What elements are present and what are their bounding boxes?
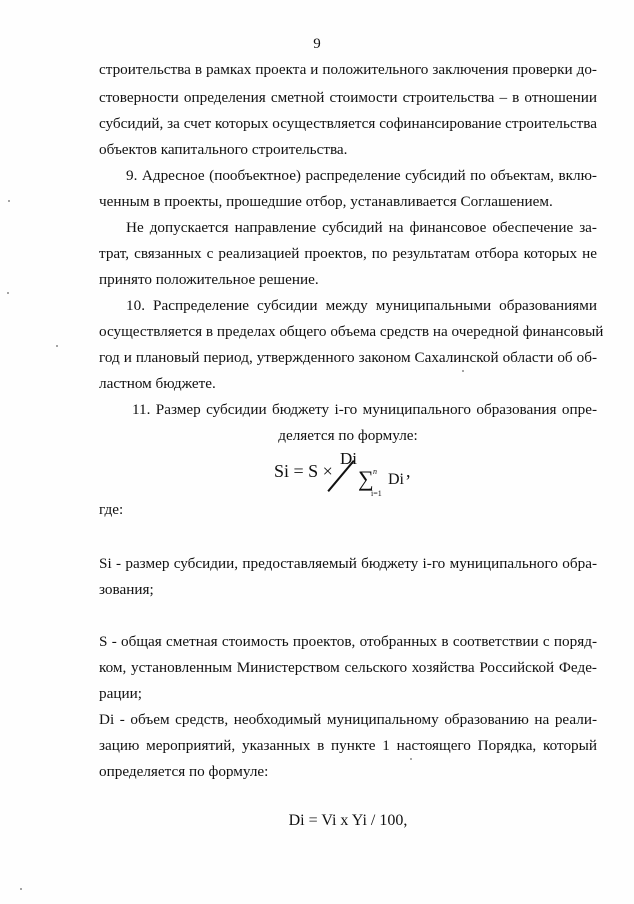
scan-speck	[20, 888, 22, 890]
text-line: зования;	[99, 581, 154, 598]
scan-speck	[410, 758, 412, 760]
formula-di: Di = Vi x Yi / 100,	[288, 812, 408, 829]
text-line: год и плановый период, утвержденного законом Сахалинской области об об-	[99, 349, 597, 366]
text-line: S - общая сметная стоимость проектов, отобранных в соответствии с поряд-	[99, 633, 597, 650]
scan-speck	[8, 200, 10, 202]
text-line: ченным в проекты, прошедшие отбор, устанавливается Соглашением.	[99, 193, 553, 210]
text-line: строительства в рамках проекта и положительного заключения проверки до-	[99, 61, 597, 78]
scan-speck	[7, 292, 9, 294]
page-number: 9	[313, 36, 321, 52]
text-line: 11. Размер субсидии бюджету i-го муниципального образования опре-	[132, 401, 597, 418]
formula-lower-limit: i=1	[371, 489, 382, 498]
formula-upper-limit: n	[373, 467, 377, 476]
text-line: трат, связанных с реализацией проектов, по результатам отбора которых не	[99, 245, 597, 262]
text-line: определяется по формуле:	[99, 763, 269, 780]
formula-denominator: Di	[388, 471, 404, 488]
formula-numerator: Di	[340, 449, 357, 468]
formula-comma: ,	[406, 461, 411, 481]
text-line: субсидий, за счет которых осуществляется софинансирование строительства	[99, 115, 597, 132]
text-line: 10. Распределение субсидии между муниципальными образованиями	[126, 297, 597, 314]
text-line: 9. Адресное (пообъектное) распределение субсидий по объектам, вклю-	[126, 167, 597, 184]
text-line: ком, установленным Министерством сельского хозяйства Российской Феде-	[99, 659, 597, 676]
formula-lhs: Si = S ×	[274, 461, 333, 481]
text-line: зацию мероприятий, указанных в пункте 1 настоящего Порядка, который	[99, 737, 597, 754]
scan-speck	[56, 345, 58, 347]
text-line: ластном бюджете.	[99, 375, 216, 392]
text-line: Не допускается направление субсидий на финансовое обеспечение за-	[126, 219, 597, 236]
text-line: Si - размер субсидии, предоставляемый бюджету i-го муниципального обра-	[99, 555, 597, 572]
text-line: принято положительное решение.	[99, 271, 319, 288]
text-line: деляется по формуле:	[278, 427, 418, 444]
text-line: объектов капитального строительства.	[99, 141, 348, 158]
text-line: где:	[99, 501, 124, 518]
text-line: стоверности определения сметной стоимости строительства – в отношении	[99, 89, 597, 106]
scan-speck	[462, 370, 464, 372]
formula-sigma: ∑	[358, 466, 374, 491]
text-line: Di - объем средств, необходимый муниципальному образованию на реали-	[99, 711, 597, 728]
text-line: осуществляется в пределах общего объема средств на очередной финансовый	[99, 323, 604, 340]
text-line: рации;	[99, 685, 142, 702]
